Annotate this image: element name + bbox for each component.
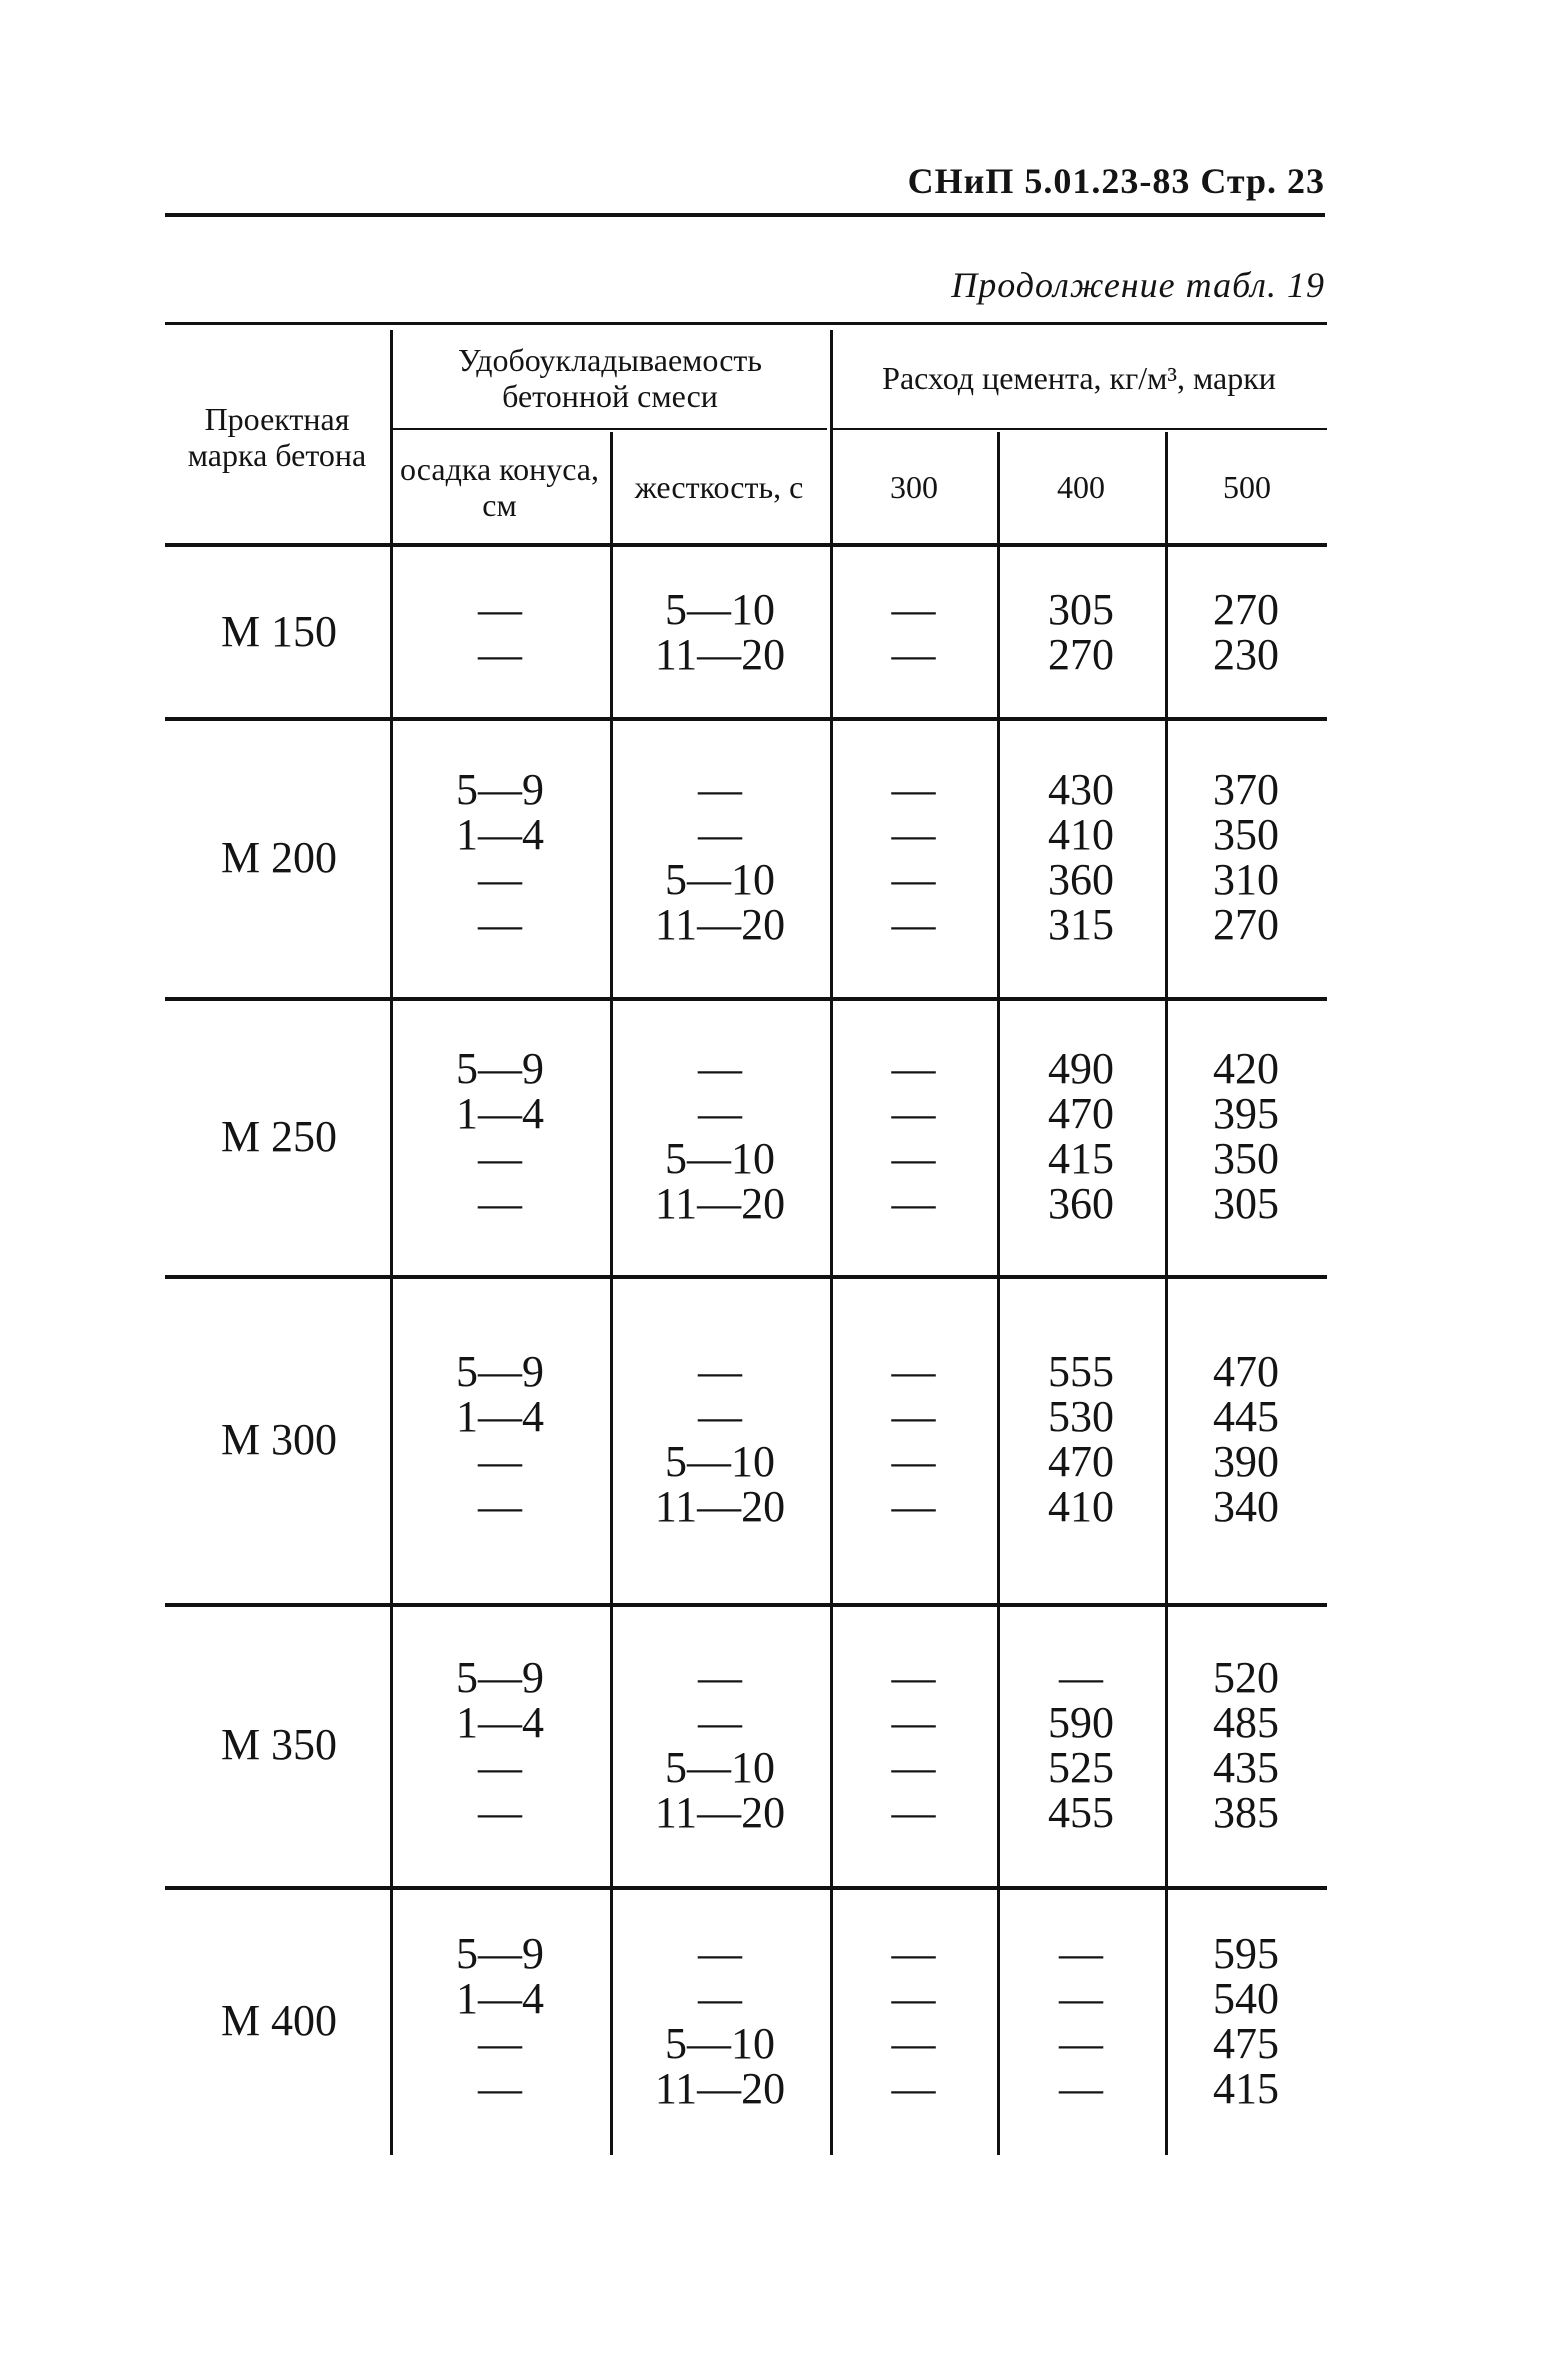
row-separator (165, 997, 1327, 1001)
header-slump: осадка конуса, см (400, 451, 599, 523)
row-cement-500: 270 230 (1213, 584, 1279, 679)
row-slump: 5—9 1—4 — — (456, 1928, 544, 2113)
header-sub-rule (390, 428, 827, 430)
grid-vertical (1165, 432, 1168, 2155)
row-cement-300: — — (891, 584, 936, 679)
row-cement-400: 305 270 (1048, 584, 1114, 679)
header-stiffness: жесткость, с (634, 469, 804, 505)
row-cement-500: 370 350 310 270 (1213, 765, 1279, 949)
row-grade: М 200 (220, 832, 338, 882)
row-cement-500: 420 395 350 305 (1213, 1044, 1279, 1228)
row-slump: — — (478, 584, 522, 679)
page-header: СНиП 5.01.23-83 Стр. 23 (907, 161, 1325, 201)
grid-vertical (390, 330, 393, 2155)
row-cement-300: — — — — (891, 1347, 936, 1531)
header-cement-500: 500 (1223, 469, 1271, 505)
row-cement-400: 490 470 415 360 (1048, 1044, 1114, 1228)
row-stiffness: — — 5—10 11—20 (654, 1652, 786, 1837)
header-rule (165, 213, 1325, 217)
row-cement-400: — — — — (1059, 1928, 1103, 2113)
row-slump: 5—9 1—4 — — (456, 1652, 544, 1837)
grid-vertical (610, 432, 613, 2155)
table-continuation-label: Продолжение табл. 19 (951, 265, 1325, 305)
row-grade: М 150 (220, 607, 338, 656)
row-cement-500: 595 540 475 415 (1213, 1928, 1279, 2113)
row-stiffness: 5—10 11—20 (654, 584, 786, 679)
row-stiffness: — — 5—10 11—20 (654, 1928, 786, 2113)
row-separator (165, 1886, 1327, 1890)
row-cement-300: — — — — (891, 765, 936, 949)
row-grade: М 250 (220, 1111, 338, 1161)
row-stiffness: — — 5—10 11—20 (654, 1044, 786, 1228)
row-slump: 5—9 1—4 — — (456, 1347, 544, 1531)
header-sub-rule (830, 428, 1327, 430)
row-separator (165, 717, 1327, 721)
row-grade: М 350 (220, 1720, 338, 1769)
header-consumption: Расход цемента, кг/м³, марки (882, 359, 1276, 396)
row-cement-300: — — — — (891, 1044, 936, 1228)
row-cement-400: 555 530 470 410 (1048, 1347, 1114, 1531)
row-cement-400: — 590 525 455 (1048, 1652, 1114, 1837)
row-slump: 5—9 1—4 — — (456, 765, 544, 949)
row-stiffness: — — 5—10 11—20 (654, 765, 786, 949)
row-stiffness: — — 5—10 11—20 (654, 1347, 786, 1531)
header-cement-400: 400 (1057, 469, 1105, 505)
header-cement-300: 300 (890, 469, 938, 505)
row-grade: М 400 (220, 1996, 338, 2045)
row-separator (165, 1603, 1327, 1607)
row-slump: 5—9 1—4 — — (456, 1044, 544, 1228)
header-bottom-rule (165, 543, 1327, 547)
table-top-rule (165, 322, 1327, 325)
row-cement-300: — — — — (891, 1652, 936, 1837)
row-cement-500: 520 485 435 385 (1213, 1652, 1279, 1837)
grid-vertical (997, 432, 1000, 2155)
row-cement-500: 470 445 390 340 (1213, 1347, 1279, 1531)
grid-vertical (830, 330, 833, 2155)
row-cement-400: 430 410 360 315 (1048, 765, 1114, 949)
header-grade: Проектная марка бетона (187, 400, 367, 473)
header-workability: Удобоукладываемость бетонной смеси (458, 341, 762, 414)
row-grade: М 300 (220, 1414, 338, 1464)
row-cement-300: — — — — (891, 1928, 936, 2113)
row-separator (165, 1275, 1327, 1279)
